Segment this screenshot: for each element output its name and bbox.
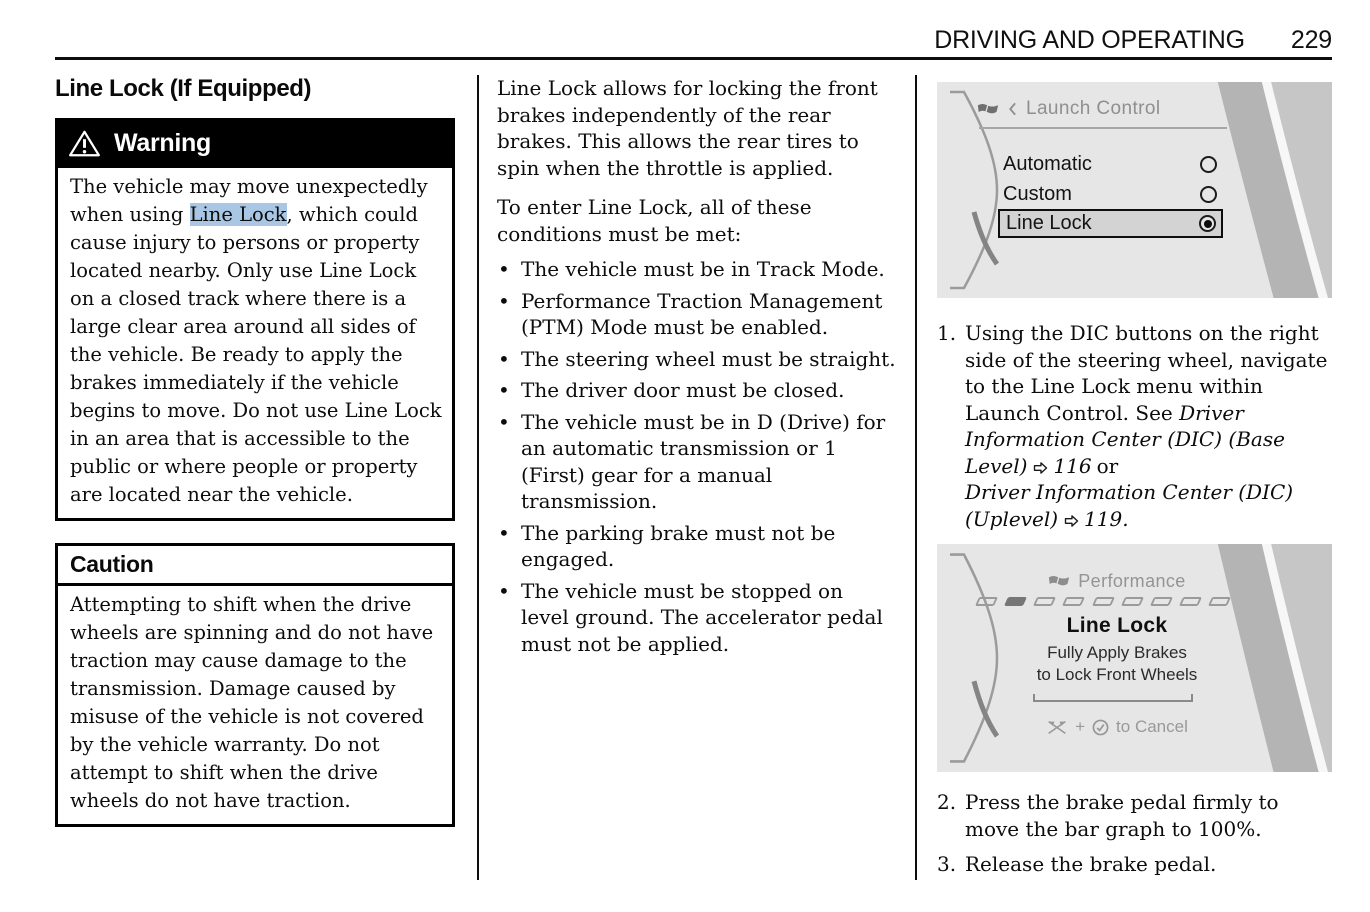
highlighted-text: Line Lock (189, 203, 287, 226)
step-text (965, 320, 1332, 532)
segment-active (1004, 597, 1027, 606)
cross-reference-page: 119. (1084, 506, 1129, 531)
condition-text: The vehicle must be in Track Mode. (521, 257, 885, 281)
segment (1150, 597, 1173, 606)
list-item (497, 288, 897, 341)
cross-reference-page: 116 (1053, 453, 1092, 478)
list-item (497, 409, 897, 515)
step-number: 3. (937, 852, 957, 876)
brake-bar-graph-outline (1033, 694, 1193, 702)
condition-text: The parking brake must not be engaged. (521, 520, 836, 571)
warning-triangle-icon (68, 129, 101, 158)
page-header (934, 26, 1332, 55)
option-label: Custom (1003, 182, 1072, 205)
instruction-step-1 (937, 320, 1332, 532)
page-ref-arrow-icon (1033, 462, 1048, 474)
warning-title: Warning (114, 128, 211, 157)
warning-text-after: , which could cause injury to persons or property located nearby. Only use Line Lock on a closed track where there is a large clear area around all sides of the vehicle. Be ready to apply the brakes immediately if the vehicle begins to move. Do not use Line Lock in an area that is accessible to the public or where people or property are located near the vehicle. (70, 203, 442, 506)
segment (975, 597, 998, 606)
cancel-hint-row (957, 717, 1277, 737)
dic-menu-title: Launch Control (1026, 98, 1161, 119)
condition-text: The steering wheel must be straight. (521, 346, 896, 371)
cross-reference-title: Driver Information Center (DIC) (Base Level) (965, 400, 1285, 478)
cancel-hint-text: to Cancel (1116, 717, 1188, 736)
instruction-step-2 (937, 789, 1332, 842)
menu-segment-indicator (977, 597, 1229, 606)
menu-option-line-lock-selected (998, 209, 1223, 238)
step-number: 1. (937, 321, 957, 345)
condition-text: The vehicle must be in D (Drive) for an automatic transmission or 1 (First) gear for a manual transmission. (521, 409, 886, 513)
instruction-step-3 (937, 851, 1332, 878)
bullet-marker: • (498, 520, 510, 545)
list-item (497, 256, 897, 283)
check-circle-icon (1092, 719, 1109, 736)
radio-on-icon (1199, 215, 1216, 232)
step1-or: or (1096, 453, 1119, 478)
bullet-marker: • (498, 257, 510, 281)
plus-sign: + (1075, 717, 1086, 736)
warning-box (55, 118, 455, 521)
segment (1033, 597, 1056, 606)
step-text: Release the brake pedal. (965, 852, 1217, 876)
list-item (497, 578, 897, 658)
page-title: Line Lock (If Equipped) (55, 75, 312, 102)
intro-paragraph: Line Lock allows for locking the front brakes independently of the rear brakes. This allows the rear tires to spin when the throttle is applied. (497, 76, 878, 180)
header-rule (55, 57, 1332, 60)
step-number: 2. (937, 790, 957, 814)
warning-box-header (55, 118, 455, 168)
right-column (937, 66, 1332, 878)
caution-title: Caution (58, 546, 452, 586)
dic-header-underline (979, 127, 1227, 129)
step1-main-text: Using the DIC buttons on the right side of the steering wheel, navigate to the Line Lock menu within Launch Control. See (965, 321, 1328, 425)
radio-off-icon (1200, 186, 1217, 203)
step-text: Press the brake pedal firmly to move the bar graph to 100%. (965, 790, 1279, 841)
launch-control-screen-illustration (937, 82, 1332, 298)
segment (1062, 597, 1085, 606)
bullet-marker: • (498, 378, 510, 402)
warning-text-before: The vehicle may move unexpectedly when using (70, 175, 428, 226)
performance-label: Performance (1078, 571, 1186, 591)
segment (1179, 597, 1202, 606)
segment (1091, 597, 1114, 606)
middle-column (497, 66, 897, 662)
conditions-list (497, 256, 897, 657)
condition-text: Performance Traction Management (PTM) Mode must be enabled. (521, 288, 883, 339)
section-title: DRIVING AND OPERATING (934, 26, 1245, 54)
list-item (497, 346, 897, 373)
option-label: Line Lock (1006, 212, 1092, 234)
left-column (55, 66, 455, 827)
screen-message-line2: to Lock Front Wheels (1036, 665, 1198, 684)
cross-reference-title: Driver Information Center (DIC) (Uplevel) (965, 480, 1294, 531)
line-lock-screen-title: Line Lock (1066, 614, 1168, 637)
page-number: 229 (1290, 26, 1332, 54)
segment (1208, 597, 1231, 606)
dic-screen-header (977, 98, 1160, 120)
back-chevron-icon (1008, 102, 1017, 116)
condition-text: The driver door must be closed. (521, 378, 845, 402)
checkered-flag-icon (977, 103, 999, 116)
menu-option-custom (1003, 180, 1217, 208)
bullet-marker: • (498, 578, 510, 603)
caution-box (55, 543, 455, 827)
bullet-marker: • (498, 346, 510, 371)
caution-body: Attempting to shift when the drive wheels are spinning and do not have traction may cause damage to the transmission. Damage caused by misuse of the vehicle is not covered by the vehicle warranty. Do not attempt to shift when the drive wheels do not have traction. (70, 593, 434, 812)
screen-message-line1: Fully Apply Brakes (1047, 643, 1187, 662)
condition-text: The vehicle must be stopped on level ground. The accelerator pedal must not be applied. (521, 578, 883, 656)
list-item (497, 520, 897, 573)
conditions-lead-paragraph: To enter Line Lock, all of these conditions must be met: (497, 195, 812, 246)
checkered-flag-icon (1048, 575, 1070, 588)
column-divider-2 (915, 75, 917, 880)
crossed-flags-icon (1046, 720, 1068, 735)
list-item (497, 377, 897, 404)
bullet-marker: • (498, 288, 510, 313)
page-ref-arrow-icon (1064, 515, 1079, 527)
option-label: Automatic (1003, 152, 1092, 175)
performance-screen-header (957, 571, 1277, 592)
column-divider-1 (477, 75, 479, 880)
performance-screen-illustration (937, 544, 1332, 772)
radio-off-icon (1200, 156, 1217, 173)
warning-body (55, 168, 455, 521)
menu-option-automatic (1003, 150, 1217, 178)
segment (1121, 597, 1144, 606)
bullet-marker: • (498, 409, 510, 434)
